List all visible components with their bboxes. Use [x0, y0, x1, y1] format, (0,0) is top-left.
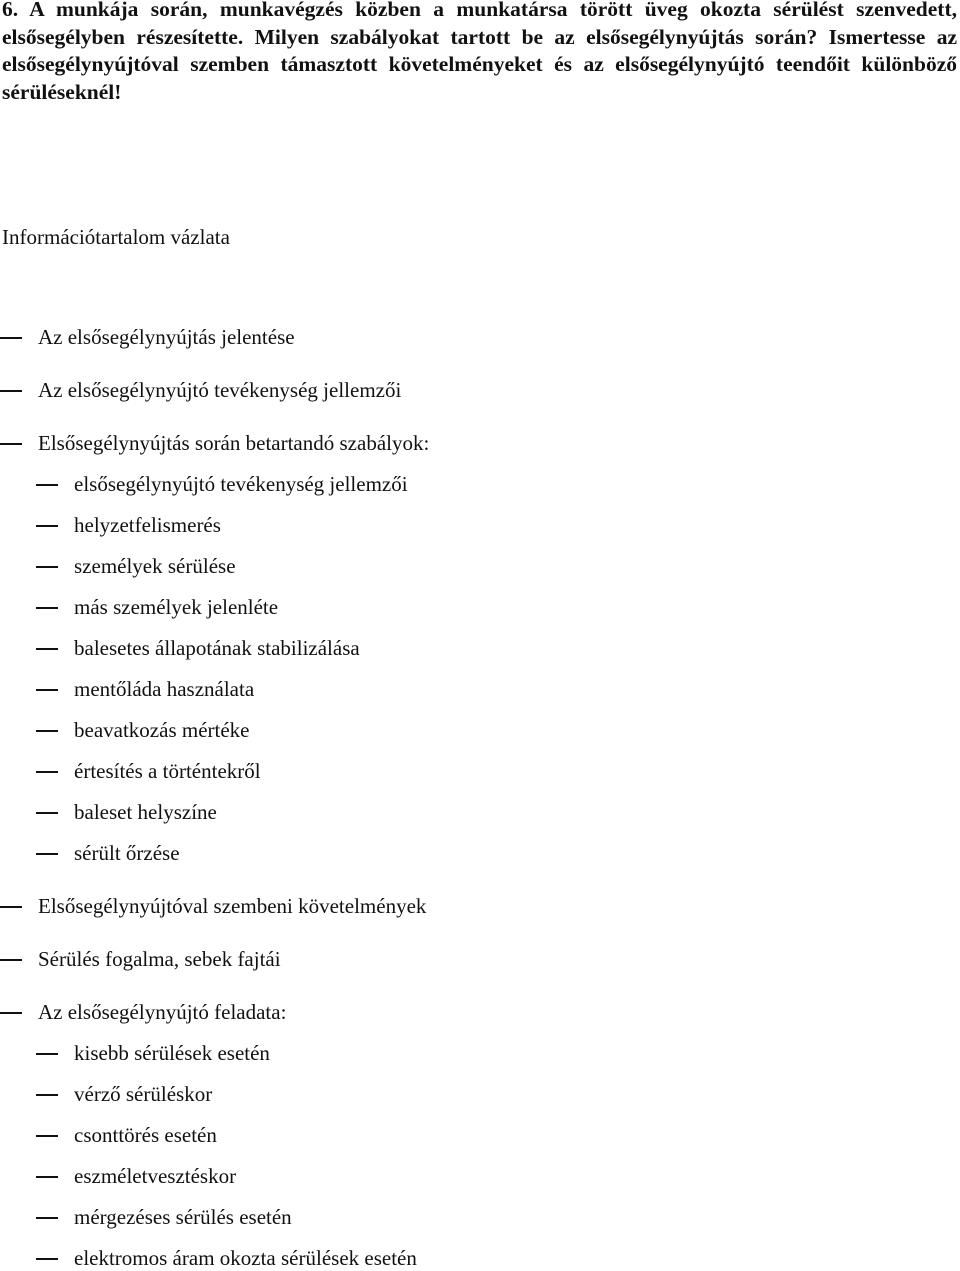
outline-subitem	[74, 1204, 292, 1230]
outline-item	[38, 377, 401, 403]
dash-bullet-icon	[36, 1258, 58, 1260]
dash-bullet-icon	[36, 730, 58, 732]
dash-bullet-icon	[36, 607, 58, 609]
outline-item-text: értesítés a történtekről	[74, 759, 261, 783]
outline-item-text: kisebb sérülések esetén	[74, 1041, 270, 1065]
outline-item-text: mérgezéses sérülés esetén	[74, 1205, 292, 1229]
outline-item	[38, 946, 281, 972]
outline-item-text: beavatkozás mértéke	[74, 718, 250, 742]
outline-subitem	[74, 594, 278, 620]
dash-bullet-icon	[0, 1012, 22, 1014]
outline-item-text: helyzetfelismerés	[74, 513, 221, 537]
outline-subitem	[74, 1245, 417, 1271]
outline-item-text: vérző sérüléskor	[74, 1082, 213, 1106]
outline-item-text: Elsősegélynyújtás során betartandó szabályok:	[38, 431, 430, 455]
outline-item	[38, 324, 295, 350]
dash-bullet-icon	[36, 689, 58, 691]
outline-subitem	[74, 1040, 270, 1066]
outline-item	[38, 893, 426, 919]
outline-item-text: balesetes állapotának stabilizálása	[74, 636, 360, 660]
outline-title: Információtartalom vázlata	[2, 225, 230, 249]
dash-bullet-icon	[36, 853, 58, 855]
outline-item-text: sérült őrzése	[74, 841, 180, 865]
outline-item-text: mentőláda használata	[74, 677, 255, 701]
outline-subitem	[74, 512, 221, 538]
outline-item-text: Az elsősegélynyújtó feladata:	[38, 1000, 287, 1024]
outline-item-text: Sérülés fogalma, sebek fajtái	[38, 947, 281, 971]
outline-item-text: Elsősegélynyújtóval szembeni követelmények	[38, 894, 427, 918]
dash-bullet-icon	[36, 1053, 58, 1055]
dash-bullet-icon	[36, 484, 58, 486]
outline-item-text: Az elsősegélynyújtás jelentése	[38, 325, 295, 349]
outline-item	[38, 430, 429, 456]
outline-subitem	[74, 676, 254, 702]
dash-bullet-icon	[36, 1135, 58, 1137]
outline-item-text: csonttörés esetén	[74, 1123, 217, 1147]
outline-item-text: Az elsősegélynyújtó tevékenység jellemzői	[38, 378, 402, 402]
dash-bullet-icon	[36, 812, 58, 814]
dash-bullet-icon	[36, 1217, 58, 1219]
dash-bullet-icon	[36, 566, 58, 568]
outline-subitem	[74, 553, 236, 579]
outline-subitem	[74, 1163, 236, 1189]
outline-item-text: baleset helyszíne	[74, 800, 217, 824]
dash-bullet-icon	[36, 525, 58, 527]
outline-subitem	[74, 758, 261, 784]
outline-subitem	[74, 799, 217, 825]
dash-bullet-icon	[0, 959, 22, 961]
outline-subitem	[74, 1122, 217, 1148]
dash-bullet-icon	[36, 648, 58, 650]
outline-subitem	[74, 1081, 212, 1107]
question-text: 6. A munkája során, munkavégzés közben a munkatársa törött üveg okozta sérülést szenvedett, elsősegélyben részesítette. Milyen szabályokat tartott be az elsősegélynyújtás során? Ismertesse az elsősegélynyújtóval szemben támasztott követelményeket és az elsősegélynyújtó teendőit különböző sérüléseknél!	[2, 0, 957, 104]
outline-item-text: személyek sérülése	[74, 554, 236, 578]
dash-bullet-icon	[36, 1094, 58, 1096]
outline-subitem	[74, 840, 180, 866]
dash-bullet-icon	[0, 390, 22, 392]
dash-bullet-icon	[0, 443, 22, 445]
outline-item-text: elektromos áram okozta sérülések esetén	[74, 1246, 417, 1270]
dash-bullet-icon	[36, 771, 58, 773]
outline-subitem	[74, 471, 408, 497]
dash-bullet-icon	[0, 337, 22, 339]
outline-item-text: elsősegélynyújtó tevékenység jellemzői	[74, 472, 408, 496]
outline-item-text: eszméletvesztéskor	[74, 1164, 237, 1188]
outline-subitem	[74, 635, 360, 661]
dash-bullet-icon	[36, 1176, 58, 1178]
outline-item-text: más személyek jelenléte	[74, 595, 279, 619]
outline-subitem	[74, 717, 250, 743]
dash-bullet-icon	[0, 906, 22, 908]
outline-item	[38, 999, 286, 1025]
